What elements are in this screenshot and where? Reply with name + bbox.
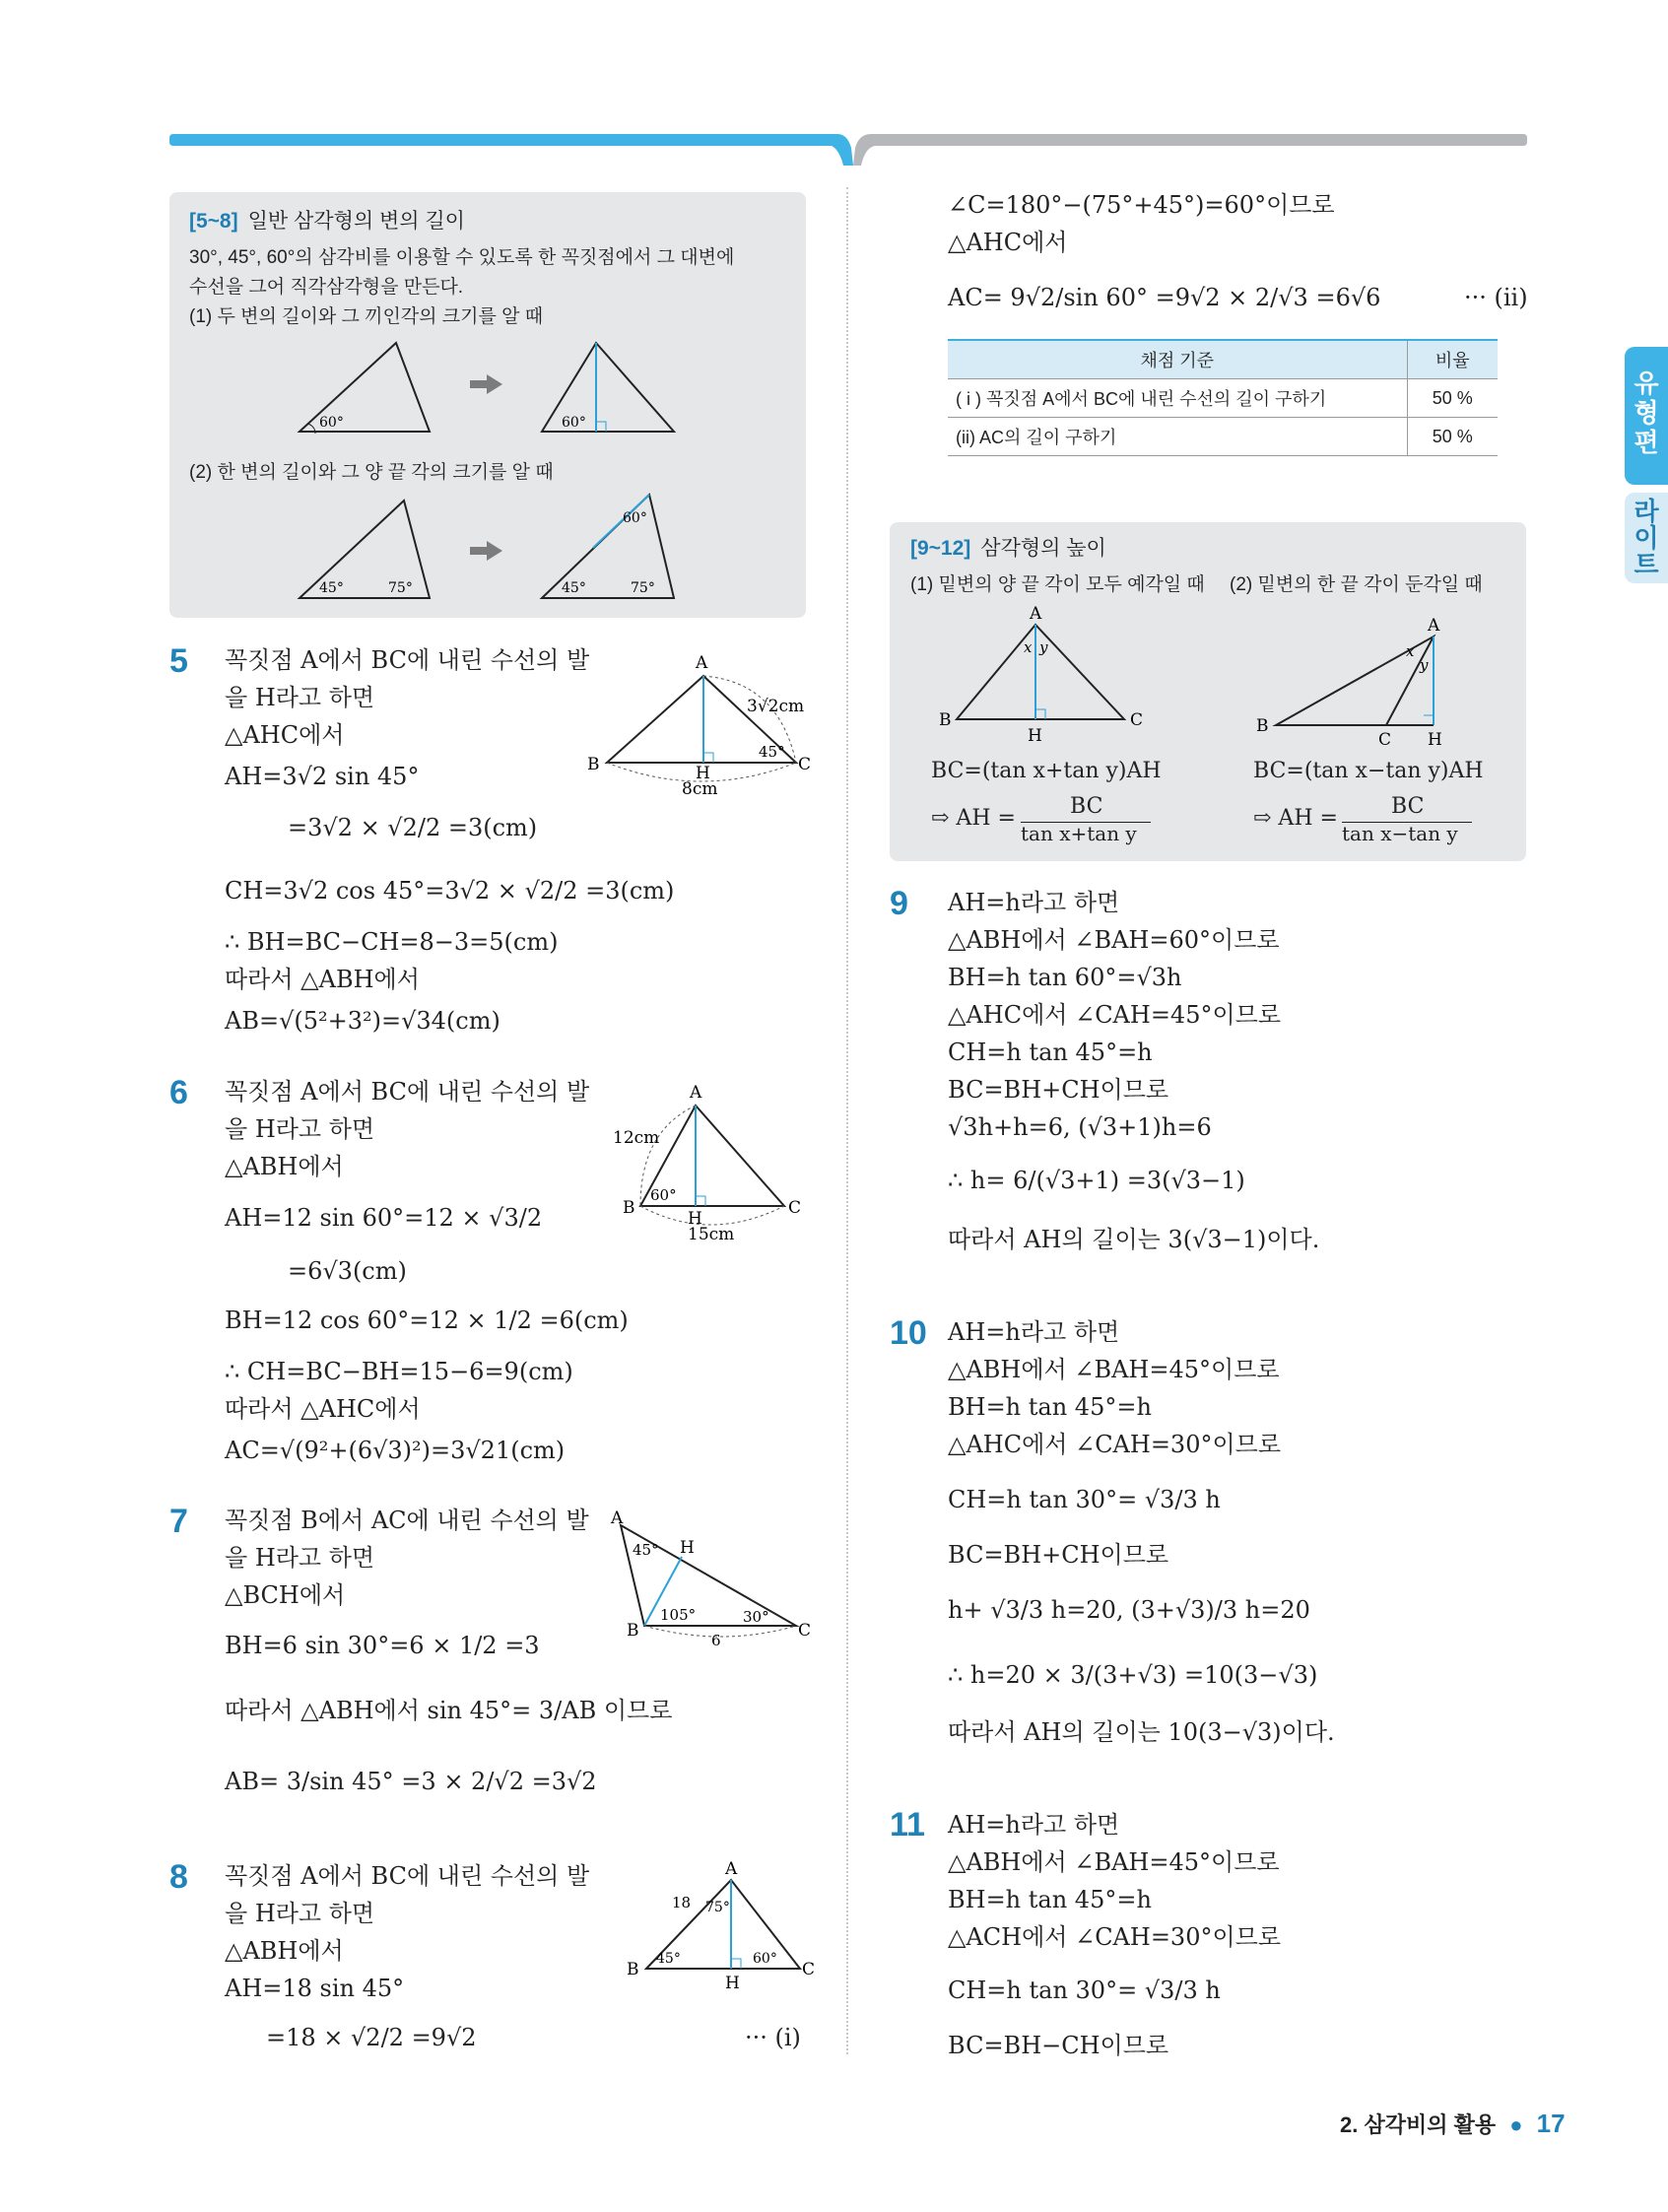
angle-60-label-2: 60° bbox=[562, 415, 586, 431]
p7-line: 을 H라고 하면 bbox=[225, 1544, 375, 1572]
p8-label-a60: 60° bbox=[753, 1951, 777, 1967]
angle-45-label: 45° bbox=[319, 580, 344, 596]
p9-line: √3h+h=6, (√3+1)h=6 bbox=[948, 1113, 1212, 1141]
p7-label-C: C bbox=[798, 1621, 812, 1641]
p7-line: AB= 3/sin 45° =3 × 2/√2 =3√2 bbox=[225, 1768, 597, 1795]
p10-line: CH=h tan 30°= √3/3 h bbox=[948, 1486, 1221, 1513]
page-number: 17 bbox=[1536, 2109, 1566, 2138]
p6-label-side: 12cm bbox=[613, 1128, 660, 1148]
problem-number-8: 8 bbox=[169, 1858, 188, 1896]
box2-formula2-den: tan x−tan y bbox=[1342, 822, 1458, 845]
side-tab-type[interactable]: 유 형 편 bbox=[1625, 347, 1668, 485]
p11-line: BC=BH−CH이므로 bbox=[948, 2032, 1169, 2059]
p6-line: 따라서 △AHC에서 bbox=[225, 1395, 421, 1423]
p8-line: 을 H라고 하면 bbox=[225, 1900, 375, 1927]
p5-line: ∴ BH=BC−CH=8−3=5(cm) bbox=[225, 928, 559, 956]
p10-line: △ABH에서 ∠BAH=45°이므로 bbox=[948, 1356, 1280, 1383]
p7-line: △BCH에서 bbox=[225, 1581, 346, 1609]
p6-label-base: 15cm bbox=[688, 1225, 735, 1244]
box2-formula2-num: BC bbox=[1391, 794, 1425, 819]
p8-mark-i: ··· (i) bbox=[745, 2024, 801, 2051]
p9-line: △ABH에서 ∠BAH=60°이므로 bbox=[948, 926, 1280, 954]
score-header-criterion: 채점 기준 bbox=[948, 340, 1407, 379]
score-criterion: (ii) AC의 길이 구하기 bbox=[948, 418, 1407, 456]
p6-label-angle: 60° bbox=[650, 1186, 677, 1204]
p8-label-a45: 45° bbox=[656, 1951, 681, 1967]
p8-line: =18 × √2/2 =9√2 bbox=[266, 2024, 477, 2051]
p5-label-H: H bbox=[696, 764, 710, 783]
p9-line: AH=h라고 하면 bbox=[948, 889, 1120, 916]
p9-line: ∴ h= 6/(√3+1) =3(√3−1) bbox=[948, 1167, 1245, 1194]
box1-title bbox=[189, 205, 465, 235]
angle-75-label-2: 75° bbox=[631, 580, 655, 596]
p6-figure bbox=[611, 1082, 818, 1254]
p8-line: 꼭짓점 A에서 BC에 내린 수선의 발 bbox=[225, 1862, 590, 1890]
score-header-ratio: 비율 bbox=[1407, 340, 1498, 379]
angle-75-label: 75° bbox=[388, 580, 413, 596]
box2-fig1-H: H bbox=[1028, 726, 1042, 746]
p11-line: AH=h라고 하면 bbox=[948, 1811, 1120, 1839]
bullet-icon: ● bbox=[1509, 2112, 1523, 2137]
scoring-table bbox=[948, 339, 1498, 456]
box2-fig2-x: x bbox=[1406, 642, 1415, 660]
box2-fig1-C: C bbox=[1130, 710, 1144, 730]
box1-range: [5~8] bbox=[189, 210, 238, 233]
p10-line: h+ √3/3 h=20, (3+√3)/3 h=20 bbox=[948, 1596, 1310, 1624]
p8-label-B: B bbox=[627, 1960, 639, 1979]
box2-formula1-arrow: ⇨ AH = bbox=[931, 806, 1016, 831]
arrow-right-icon bbox=[470, 374, 502, 394]
box1-case2: (2) 한 변의 길이와 그 양 끝 각의 크기를 알 때 bbox=[189, 462, 554, 483]
p5-label-C: C bbox=[798, 755, 812, 774]
p9-line: BC=BH+CH이므로 bbox=[948, 1076, 1169, 1104]
p10-line: 따라서 AH의 길이는 10(3−√3)이다. bbox=[948, 1718, 1335, 1746]
p5-line: 꼭짓점 A에서 BC에 내린 수선의 발 bbox=[225, 646, 590, 674]
box2-fig2-C: C bbox=[1378, 730, 1392, 749]
p6-line: AC=√(9²+(6√3)²)=3√21(cm) bbox=[225, 1437, 566, 1464]
box1-case1: (1) 두 변의 길이와 그 끼인각의 크기를 알 때 bbox=[189, 306, 544, 327]
p6-line: =6√3(cm) bbox=[288, 1257, 407, 1285]
p8cont-line: △AHC에서 bbox=[948, 229, 1068, 256]
footer bbox=[1340, 2109, 1566, 2139]
box2-title bbox=[910, 532, 1106, 562]
p10-line: AH=h라고 하면 bbox=[948, 1318, 1120, 1346]
p7-line: BH=6 sin 30°=6 × 1/2 =3 bbox=[225, 1632, 540, 1659]
p8-label-A: A bbox=[725, 1859, 738, 1879]
p7-label-B: B bbox=[627, 1621, 639, 1641]
p5-line: 따라서 △ABH에서 bbox=[225, 966, 420, 993]
problem-number-11: 11 bbox=[890, 1806, 925, 1843]
p5-line: AH=3√2 sin 45° bbox=[225, 763, 420, 790]
p8-figure bbox=[617, 1852, 824, 2000]
footer-chapter: 2. 삼각비의 활용 bbox=[1340, 2112, 1497, 2137]
p5-line: 을 H라고 하면 bbox=[225, 684, 375, 711]
p7-label-A: A bbox=[611, 1508, 624, 1528]
box2-fig2-y: y bbox=[1420, 656, 1429, 674]
p8-line: △ABH에서 bbox=[225, 1937, 344, 1965]
angle-45-label-2: 45° bbox=[562, 580, 586, 596]
p10-line: BH=h tan 45°=h bbox=[948, 1393, 1152, 1421]
p7-label-a30: 30° bbox=[743, 1608, 769, 1626]
p5-line: CH=3√2 cos 45°=3√2 × √2/2 =3(cm) bbox=[225, 877, 675, 905]
box2-fig1-A: A bbox=[1030, 604, 1042, 624]
p9-line: 따라서 AH의 길이는 3(√3−1)이다. bbox=[948, 1226, 1320, 1253]
header-bar bbox=[0, 0, 1668, 177]
score-criterion: ( i ) 꼭짓점 A에서 BC에 내린 수선의 길이 구하기 bbox=[948, 379, 1407, 418]
p5-figure bbox=[581, 652, 818, 810]
p6-label-B: B bbox=[623, 1198, 635, 1218]
p6-line: AH=12 sin 60°=12 × √3/2 bbox=[225, 1204, 543, 1232]
p9-line: CH=h tan 45°=h bbox=[948, 1039, 1153, 1066]
p11-line: CH=h tan 30°= √3/3 h bbox=[948, 1977, 1221, 2004]
problem-number-7: 7 bbox=[169, 1503, 188, 1540]
p11-line: △ACH에서 ∠CAH=30°이므로 bbox=[948, 1923, 1282, 1951]
side-tab-light[interactable]: 라 이 트 bbox=[1625, 493, 1668, 583]
problem-number-6: 6 bbox=[169, 1074, 188, 1111]
p7-figure bbox=[603, 1508, 820, 1655]
p11-line: △ABH에서 ∠BAH=45°이므로 bbox=[948, 1848, 1280, 1876]
p6-label-C: C bbox=[788, 1198, 802, 1218]
p7-label-H: H bbox=[680, 1538, 695, 1558]
box2-formula1-num: BC bbox=[1070, 794, 1103, 819]
p5-label-A: A bbox=[696, 653, 708, 673]
p7-line: 따라서 △ABH에서 sin 45°= 3/AB 이므로 bbox=[225, 1697, 673, 1724]
column-divider bbox=[846, 187, 848, 2054]
p8-label-a75: 75° bbox=[705, 1900, 730, 1915]
p6-line: BH=12 cos 60°=12 × 1/2 =6(cm) bbox=[225, 1307, 629, 1334]
p8-line: AH=18 sin 45° bbox=[225, 1975, 405, 2002]
p6-label-A: A bbox=[690, 1083, 702, 1103]
box1-title-text: 일반 삼각형의 변의 길이 bbox=[247, 210, 465, 233]
arrow-right-icon-2 bbox=[470, 541, 502, 561]
box2-formula1: BC=(tan x+tan y)AH bbox=[931, 759, 1162, 783]
p5-label-side: 3√2cm bbox=[747, 697, 805, 716]
p8cont-line: AC= 9√2/sin 60° =9√2 × 2/√3 =6√6 bbox=[948, 284, 1381, 311]
p7-label-a105: 105° bbox=[660, 1606, 697, 1624]
angle-60-label-3: 60° bbox=[623, 510, 647, 526]
box2-fig2-H: H bbox=[1428, 730, 1442, 749]
box2-formula1-den: tan x+tan y bbox=[1021, 822, 1137, 845]
box2-formula2: BC=(tan x−tan y)AH bbox=[1253, 759, 1484, 783]
box2-case2: (2) 밑변의 한 끝 각이 둔각일 때 bbox=[1230, 574, 1483, 595]
box2-case1: (1) 밑변의 양 끝 각이 모두 예각일 때 bbox=[910, 574, 1205, 595]
p7-label-a45: 45° bbox=[633, 1541, 659, 1559]
p11-line: BH=h tan 45°=h bbox=[948, 1886, 1152, 1913]
box1-desc1: 30°, 45°, 60°의 삼각비를 이용할 수 있도록 한 꼭짓점에서 그 대변에 bbox=[189, 247, 735, 268]
box1-figures bbox=[169, 325, 806, 617]
p7-label-base: 6 bbox=[711, 1632, 721, 1649]
p8-label-H: H bbox=[725, 1974, 740, 1993]
p8cont-line: ∠C=180°−(75°+45°)=60°이므로 bbox=[948, 191, 1335, 219]
table-row bbox=[948, 379, 1498, 418]
p5-line: AB=√(5²+3²)=√34(cm) bbox=[225, 1007, 500, 1035]
p5-label-B: B bbox=[587, 755, 600, 774]
p7-line: 꼭짓점 B에서 AC에 내린 수선의 발 bbox=[225, 1507, 589, 1534]
p5-label-base: 8cm bbox=[682, 779, 718, 799]
p8-label-side: 18 bbox=[672, 1894, 692, 1911]
p9-line: △AHC에서 ∠CAH=45°이므로 bbox=[948, 1001, 1282, 1029]
box2-formula2-arrow: ⇨ AH = bbox=[1253, 806, 1338, 831]
p6-line: 꼭짓점 A에서 BC에 내린 수선의 발 bbox=[225, 1078, 590, 1106]
box2-fig2-B: B bbox=[1256, 716, 1269, 736]
box2-fig1-y: y bbox=[1039, 638, 1048, 656]
box2-fig1-B: B bbox=[939, 710, 952, 730]
p6-line: △ABH에서 bbox=[225, 1153, 344, 1180]
problem-number-5: 5 bbox=[169, 642, 188, 680]
p8-label-C: C bbox=[802, 1960, 816, 1979]
box2-fig2-A: A bbox=[1428, 616, 1440, 636]
p5-label-angle: 45° bbox=[759, 743, 785, 761]
box2-title-text: 삼각형의 높이 bbox=[980, 537, 1106, 560]
box1-desc2: 수선을 그어 직각삼각형을 만든다. bbox=[189, 277, 464, 298]
p6-label-H: H bbox=[688, 1209, 702, 1229]
p6-line: 을 H라고 하면 bbox=[225, 1115, 375, 1143]
problem-number-9: 9 bbox=[890, 885, 908, 922]
p6-line: ∴ CH=BC−BH=15−6=9(cm) bbox=[225, 1358, 573, 1385]
p5-line: =3√2 × √2/2 =3(cm) bbox=[288, 814, 538, 841]
score-ratio: 50 % bbox=[1407, 379, 1498, 418]
box2-range: [9~12] bbox=[910, 537, 971, 560]
box2-figures bbox=[890, 601, 1526, 749]
p10-line: △AHC에서 ∠CAH=30°이므로 bbox=[948, 1431, 1282, 1458]
p5-line: △AHC에서 bbox=[225, 721, 345, 749]
problem-number-10: 10 bbox=[890, 1314, 927, 1352]
p9-line: BH=h tan 60°=√3h bbox=[948, 964, 1182, 991]
p8cont-mark-ii: ··· (ii) bbox=[1464, 284, 1528, 311]
angle-60-label: 60° bbox=[319, 415, 344, 431]
table-row bbox=[948, 418, 1498, 456]
score-ratio: 50 % bbox=[1407, 418, 1498, 456]
box2-fig1-x: x bbox=[1024, 638, 1033, 656]
p10-line: BC=BH+CH이므로 bbox=[948, 1541, 1169, 1569]
p10-line: ∴ h=20 × 3/(3+√3) =10(3−√3) bbox=[948, 1661, 1318, 1689]
